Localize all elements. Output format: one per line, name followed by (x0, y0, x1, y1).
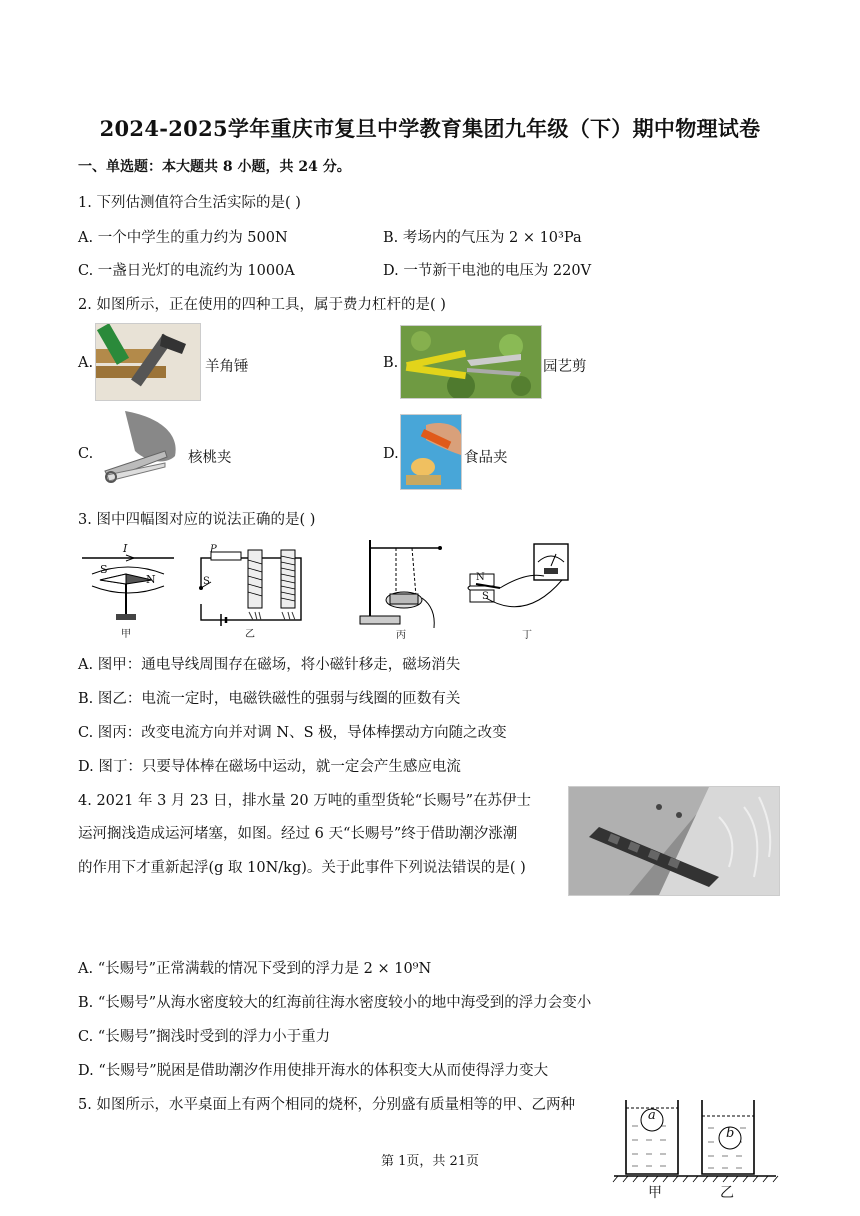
q2-option-d-label: 食品夹 (464, 450, 508, 466)
q1-option-a: A. 一个中学生的重力约为 500N (78, 230, 288, 246)
q2-stem: 2. 如图所示，正在使用的四种工具，属于费力杠杆的是( ) (78, 297, 446, 313)
q3-option-b: B. 图乙：电流一定时，电磁铁磁性的强弱与线圈的匝数有关 (78, 691, 461, 707)
q2-option-b-letter: B. (383, 355, 399, 371)
q3-option-a: A. 图甲：通电导线周围存在磁场，将小磁针移走，磁场消失 (78, 657, 461, 673)
q4-stem-line1: 4. 2021 年 3 月 23 日，排水量 20 万吨的重型货轮“长赐号”在苏伊士 (78, 793, 532, 809)
q3-caption-ding: 丁 (522, 630, 532, 641)
q3-jia-current-label: I (123, 542, 128, 555)
q1-stem: 1. 下列估测值符合生活实际的是( ) (78, 195, 301, 211)
q3-figure-yi (193, 544, 313, 640)
q4-option-b: B. “长赐号”从海水密度较大的红海前往海水密度较小的地中海受到的浮力会变小 (78, 995, 592, 1011)
q2-option-c-letter: C. (78, 446, 94, 462)
q5-beakers-figure (610, 1096, 780, 1200)
q3-ding-n-label: N (476, 572, 485, 583)
q3-option-d: D. 图丁：只要导体棒在磁场中运动，就一定会产生感应电流 (78, 759, 461, 775)
q3-yi-p-label: P (210, 544, 217, 555)
q3-caption-bing: 丙 (396, 630, 406, 641)
q3-option-c: C. 图丙：改变电流方向并对调 N、S 极，导体棒摆动方向随之改变 (78, 725, 507, 741)
page-title: 2024-2025学年重庆市复旦中学教育集团九年级（下）期中物理试卷 (99, 116, 761, 141)
q1-option-d: D. 一节新干电池的电压为 220V (383, 263, 592, 279)
q1-option-c: C. 一盏日光灯的电流约为 1000A (78, 263, 295, 279)
q5-cup-left-label: 甲 (648, 1185, 662, 1201)
q3-caption-yi: 乙 (245, 629, 255, 640)
q5-ball-a-label: a (648, 1108, 656, 1123)
ever-given-ship-photo (568, 786, 780, 896)
q5-cup-right-label: 乙 (720, 1185, 734, 1201)
q5-stem-line1: 5. 如图所示，水平桌面上有两个相同的烧杯，分别盛有质量相等的甲、乙两种 (78, 1097, 575, 1113)
q3-caption-jia: 甲 (121, 629, 131, 640)
q3-jia-n-label: N (146, 573, 156, 586)
q3-figure-ding (466, 542, 572, 640)
q3-figure-bing (356, 538, 446, 640)
food-tongs-image (400, 414, 462, 490)
q2-option-a-label: 羊角锤 (205, 359, 249, 375)
q3-stem: 3. 图中四幅图对应的说法正确的是( ) (78, 512, 316, 528)
q4-stem-line2: 运河搁浅造成运河堵塞，如图。经过 6 天“长赐号”终于借助潮汐涨潮 (78, 826, 518, 842)
q1-option-b: B. 考场内的气压为 2 × 10³Pa (383, 230, 582, 246)
q4-stem-line3: 的作用下才重新起浮(g 取 10N/kg)。关于此事件下列说法错误的是( ) (78, 860, 526, 876)
q4-option-c: C. “长赐号”搁浅时受到的浮力小于重力 (78, 1029, 331, 1045)
garden-shears-image (400, 325, 542, 399)
q2-option-a-letter: A. (78, 355, 94, 371)
q2-option-b-label: 园艺剪 (543, 359, 587, 375)
q2-option-d-letter: D. (383, 446, 399, 462)
q2-option-c-label: 核桃夹 (188, 450, 232, 466)
page-footer: 第 1页，共 21页 (380, 1154, 480, 1169)
q3-ding-s-label: S (482, 591, 489, 602)
q4-option-a: A. “长赐号”正常满载的情况下受到的浮力是 2 × 10⁹N (78, 961, 432, 977)
nutcracker-image (95, 411, 183, 491)
q3-jia-s-label: S (100, 563, 108, 576)
section-heading: 一、单选题：本大题共 8 小题，共 24 分。 (78, 159, 351, 175)
q3-yi-s-label: S (203, 576, 210, 587)
hammer-image (95, 323, 201, 401)
q3-figure-jia (78, 542, 178, 640)
q5-ball-b-label: b (726, 1126, 735, 1141)
q4-option-d: D. “长赐号”脱困是借助潮汐作用使排开海水的体积变大从而使得浮力变大 (78, 1063, 549, 1079)
